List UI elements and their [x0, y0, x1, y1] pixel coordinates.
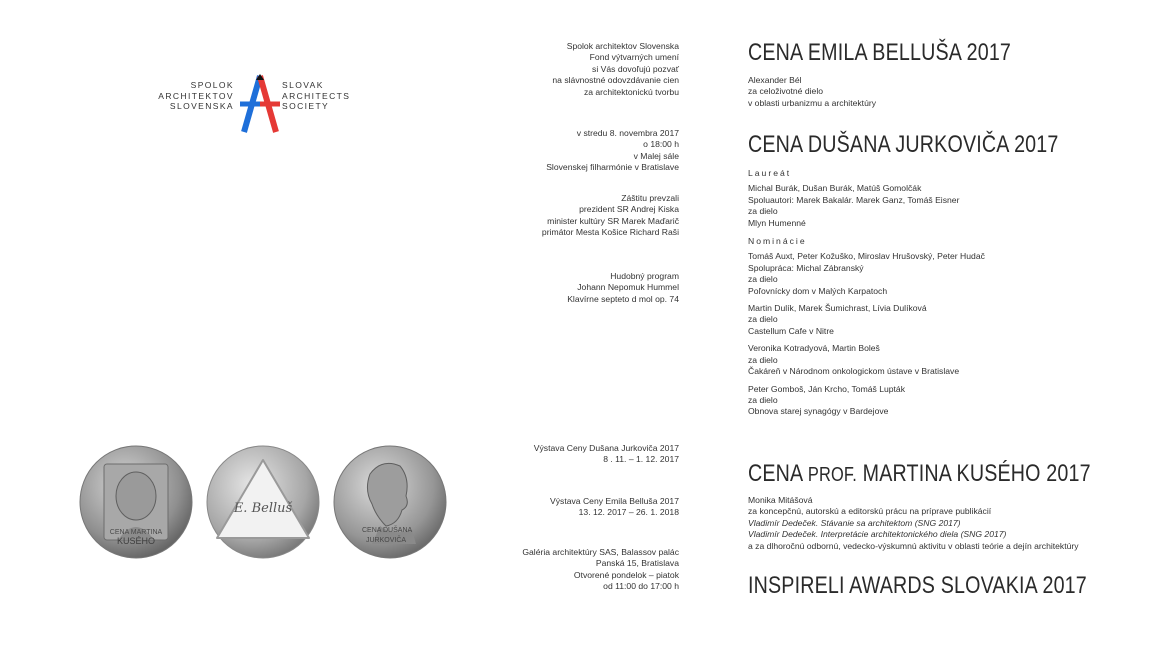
- exhibition-bellus: [550, 496, 679, 519]
- text-line: Spolupráca: Michal Zábranský: [748, 262, 864, 273]
- text-line: za dielo: [748, 274, 778, 285]
- jurkovic-medal-image: [332, 444, 448, 560]
- text-line: 8 . 11. – 1. 12. 2017: [603, 454, 679, 465]
- text-line: Mlyn Humenné: [748, 217, 806, 228]
- exhibition-jurkovic: [534, 443, 679, 466]
- title-part: MARTINA KUSÉHO 2017: [857, 460, 1091, 487]
- logo-text-english: [282, 80, 392, 112]
- text-line: 13. 12. 2017 – 26. 1. 2018: [578, 507, 679, 518]
- text-line: v stredu 8. novembra 2017: [576, 128, 679, 138]
- medal-caption: KUSÉHO: [116, 536, 156, 546]
- text-line: primátor Mesta Košice Richard Raši: [541, 227, 679, 238]
- award-jurkovic: [748, 132, 1127, 418]
- award-title: [748, 461, 1091, 488]
- text-line: Veronika Kotradyová, Martin Boleš: [748, 343, 880, 354]
- text-line: Johann Nepomuk Hummel: [577, 282, 679, 293]
- invitation-when-where: [546, 128, 679, 174]
- nomination-item: [748, 251, 1127, 297]
- medal-caption: CENA MARTINA: [109, 529, 163, 536]
- text-line: Slovenskej filharmónie v Bratislave: [546, 162, 679, 173]
- text-line: Panská 15, Bratislava: [595, 558, 679, 569]
- logo-line: SOCIETY: [282, 101, 330, 111]
- title-part: CENA: [748, 460, 808, 487]
- text-line: v Malej sále: [633, 150, 679, 161]
- logo-line: SPOLOK: [190, 80, 234, 90]
- title-part: PROF.: [807, 464, 858, 486]
- text-line: Peter Gomboš, Ján Krcho, Tomáš Lupták: [748, 383, 905, 394]
- logo-text-slovak: [120, 80, 234, 112]
- invitation-music: [567, 271, 679, 305]
- text-line: Fond výtvarných umení: [589, 52, 679, 63]
- text-line: za dielo: [748, 354, 778, 365]
- text-line: minister kultúry SR Marek Maďarič: [547, 215, 679, 226]
- logo-line: SLOVAK: [282, 80, 324, 90]
- text-line: na slávnostné odovzdávanie cien: [552, 75, 679, 86]
- text-line: Galéria architektúry SAS, Balassov palác: [522, 547, 679, 557]
- text-line: za dielo: [748, 394, 778, 405]
- text-line: za celoživotné dielo: [748, 86, 824, 97]
- award-title: CENA EMILA BELLUŠA 2017: [748, 39, 1012, 66]
- medal-caption: CENA DUŠANA: [362, 527, 413, 534]
- text-line: Alexander Bél: [748, 75, 802, 85]
- text-line: Poľovnícky dom v Malých Karpatoch: [748, 285, 888, 296]
- bellus-medal-image: [205, 444, 321, 560]
- text-line: Tomáš Auxt, Peter Kožuško, Miroslav Hrušovský, Peter Hudač: [748, 251, 985, 262]
- text-line: Výstava Ceny Dušana Jurkoviča 2017: [533, 443, 679, 453]
- text-line: Výstava Ceny Emila Belluša 2017: [550, 496, 679, 506]
- invitation-intro: [552, 41, 679, 98]
- medal-signature: E. Belluš: [233, 501, 293, 516]
- text-line: Hudobný program: [610, 271, 679, 281]
- invitation-patronage: [542, 193, 679, 239]
- text-line: Michal Burák, Dušan Burák, Matúš Gomolčák: [748, 183, 922, 194]
- text-line: za koncepčnú, autorskú a editorskú prácu na príprave publikácií: [748, 506, 992, 517]
- text-line: Záštitu prevzali: [621, 193, 679, 203]
- medal-caption: JURKOVIČA: [366, 537, 407, 544]
- gallery-info: [522, 547, 679, 593]
- text-line: v oblasti urbanizmu a architektúry: [748, 97, 877, 108]
- logo-line: SLOVENSKA: [169, 101, 234, 111]
- logo-line: ARCHITECTS: [282, 90, 351, 101]
- text-line: Čakáreň v Národnom onkologickom ústave v Bratislave: [748, 366, 960, 377]
- award-inspireli: [748, 573, 1161, 599]
- text-line: o 18:00 h: [643, 139, 679, 150]
- text-line: prezident SR Andrej Kiska: [579, 204, 679, 215]
- architects-society-logo-icon: [238, 74, 282, 134]
- text-line: za dielo: [748, 206, 778, 217]
- kusy-medal-image: [78, 444, 194, 560]
- award-title: INSPIRELI AWARDS SLOVAKIA 2017: [748, 572, 1087, 599]
- nomination-item: [748, 303, 1127, 337]
- text-line: Vladimír Dedeček. Stávanie sa architektom (SNG 2017): [748, 517, 961, 528]
- award-bellus: [748, 40, 1069, 109]
- text-line: Spoluautori: Marek Bakalár. Marek Ganz, Tomáš Eisner: [748, 194, 960, 205]
- text-line: Spolok architektov Slovenska: [566, 41, 679, 51]
- text-line: Klavírne septeto d mol op. 74: [567, 293, 679, 304]
- laureate-label: Laureát: [748, 168, 792, 178]
- nominations-label: Nominácie: [748, 236, 807, 247]
- text-line: a za dlhoročnú odbornú, vedecko-výskumnú aktivitu v oblasti teórie a dejín architektúry: [748, 540, 1079, 551]
- text-line: Martin Dulík, Marek Šumichrast, Lívia Dulíková: [748, 303, 927, 314]
- text-line: za dielo: [748, 314, 778, 325]
- nomination-item: [748, 343, 1127, 377]
- text-line: si Vás dovoľujú pozvať: [592, 63, 679, 74]
- text-line: Obnova starej synagógy v Bardejove: [748, 406, 889, 417]
- award-title: CENA DUŠANA JURKOVIČA 2017: [748, 131, 1059, 158]
- text-line: od 11:00 do 17:00 h: [603, 581, 679, 592]
- text-line: Otvorené pondelok – piatok: [573, 569, 679, 580]
- logo-line: ARCHITEKTOV: [158, 90, 234, 101]
- nomination-item: [748, 384, 1127, 418]
- award-kusy: [748, 461, 1166, 552]
- text-line: za architektonickú tvorbu: [583, 86, 679, 97]
- text-line: Monika Mitášová: [748, 495, 813, 505]
- text-line: Vladimír Dedeček. Interpretácie architektonického diela (SNG 2017): [748, 529, 1007, 540]
- text-line: Castellum Cafe v Nitre: [748, 325, 834, 336]
